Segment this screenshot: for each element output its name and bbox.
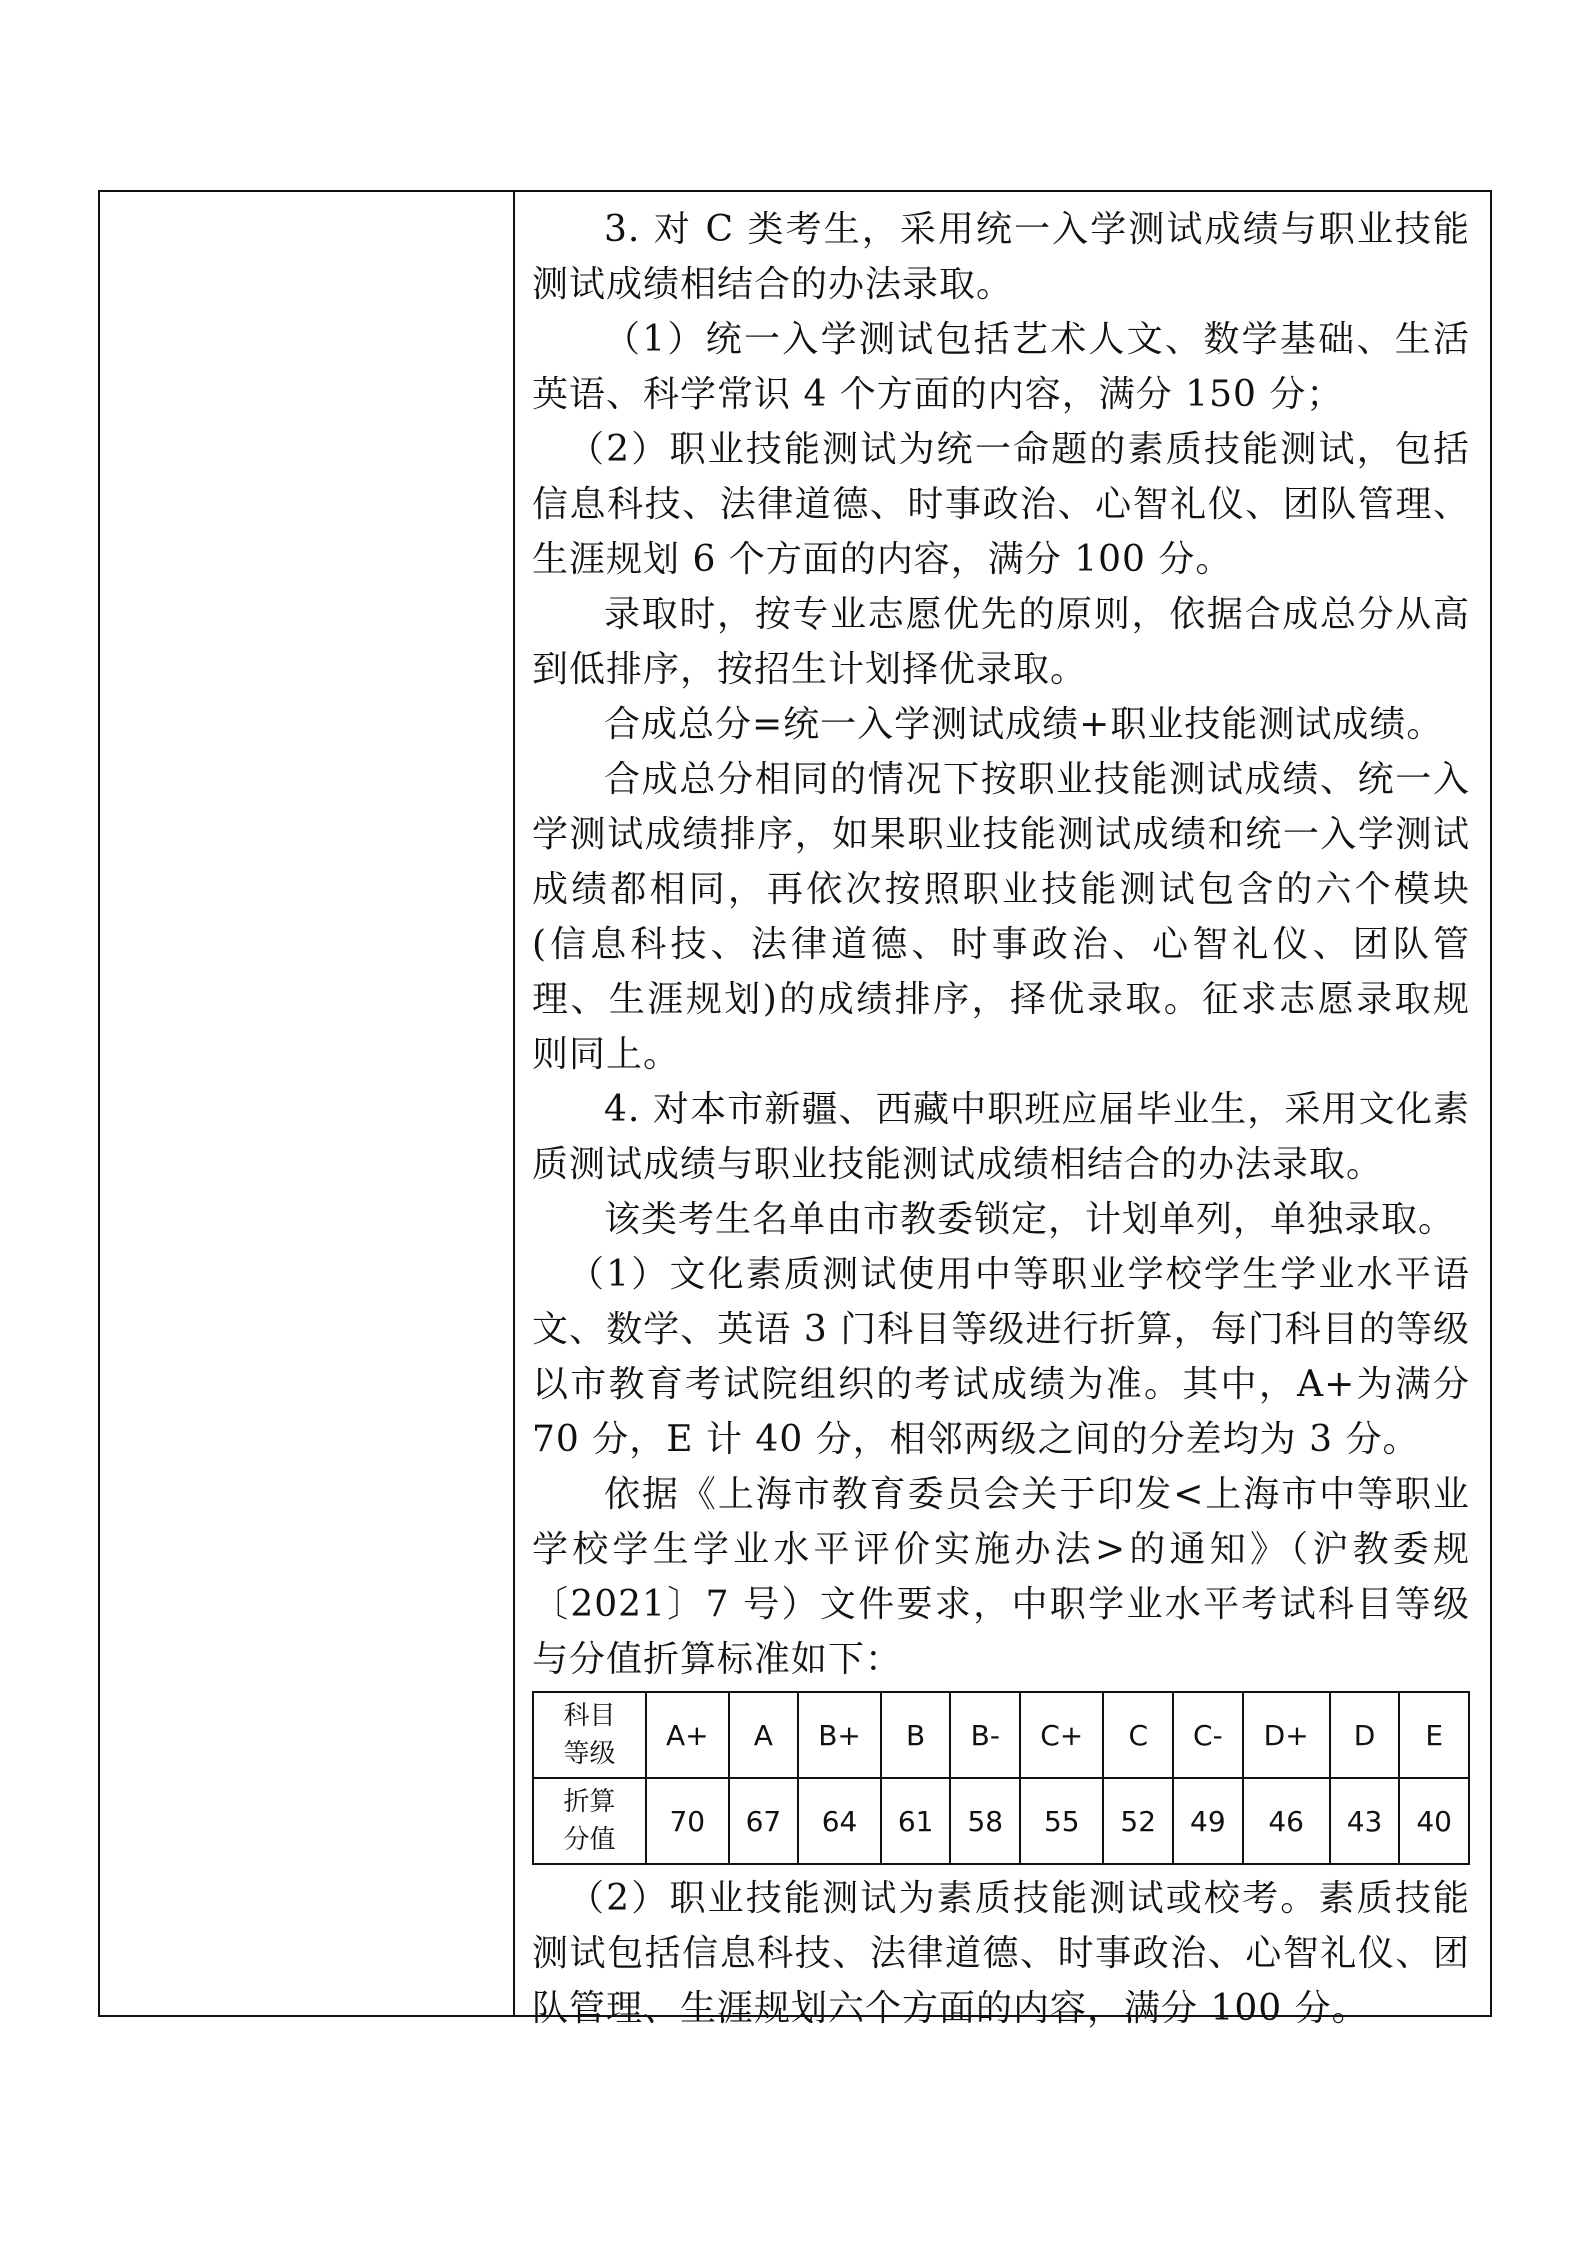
grade-cell: A+ (646, 1692, 729, 1778)
paragraph-skill-test-second: （2）职业技能测试为素质技能测试或校考。素质技能测试包括信息科技、法律道德、时事政治、心智礼仪、团队管理、生涯规划六个方面的内容，满分 100 分。 (532, 1878, 1470, 2029)
paragraph-unified-test: （1）统一入学测试包括艺术人文、数学基础、生活英语、科学常识 4 个方面的内容，满分 150 分； (532, 319, 1470, 415)
grade-cell: C (1103, 1692, 1173, 1778)
column-divider (513, 192, 515, 2015)
grade-cell: D+ (1243, 1692, 1330, 1778)
paragraph-admission-rule: 录取时，按专业志愿优先的原则，依据合成总分从高到低排序，按招生计划择优录取。 (532, 594, 1470, 690)
grade-conversion-table (532, 1691, 1470, 1865)
grade-cell: B- (950, 1692, 1020, 1778)
value-cell: 61 (881, 1778, 951, 1864)
document-table-frame (98, 190, 1492, 2029)
value-cell: 43 (1330, 1778, 1400, 1864)
value-row-header: 折算 分值 (533, 1778, 646, 1864)
value-cell: 67 (729, 1778, 799, 1864)
value-cell: 58 (950, 1778, 1020, 1864)
paragraph-xinjiang-tibet: 4. 对本市新疆、西藏中职班应届毕业生，采用文化素质测试成绩与职业技能测试成绩相结合的办法录取。 (532, 1089, 1470, 1185)
grade-cell: B+ (798, 1692, 881, 1778)
grade-cell: D (1330, 1692, 1400, 1778)
value-cell: 46 (1243, 1778, 1330, 1864)
paragraph-total-score: 合成总分=统一入学测试成绩+职业技能测试成绩。 (604, 704, 1444, 745)
paragraph-category-c: 3. 对 C 类考生，采用统一入学测试成绩与职业技能测试成绩相结合的办法录取。 (532, 209, 1470, 305)
grade-cell: B (881, 1692, 951, 1778)
paragraph-conversion-basis: 依据《上海市教育委员会关于印发<上海市中等职业学校学生学业水平评价实施办法>的通知》（沪教委规〔2021〕7 号）文件要求，中职学业水平考试科目等级与分值折算标准如下： (532, 1474, 1470, 1680)
grade-cell: E (1399, 1692, 1469, 1778)
content-cell (532, 202, 1470, 2036)
value-cell: 70 (646, 1778, 729, 1864)
grade-cell: A (729, 1692, 799, 1778)
paragraph-skill-test: （2）职业技能测试为统一命题的素质技能测试，包括信息科技、法律道德、时事政治、心智礼仪、团队管理、生涯规划 6 个方面的内容，满分 100 分。 (532, 429, 1470, 580)
value-cell: 64 (798, 1778, 881, 1864)
value-cell: 40 (1399, 1778, 1469, 1864)
grade-cell: C- (1173, 1692, 1243, 1778)
paragraph-tie-break: 合成总分相同的情况下按职业技能测试成绩、统一入学测试成绩排序，如果职业技能测试成绩和统一入学测试成绩都相同，再依次按照职业技能测试包含的六个模块(信息科技、法律道德、时事政治、心智礼仪、团队管理、生涯规划)的成绩排序，择优录取。征求志愿录取规则同上。 (532, 759, 1470, 1075)
paragraph-separate-admission: 该类考生名单由市教委锁定，计划单列，单独录取。 (604, 1199, 1456, 1240)
paragraph-cultural-test: （1）文化素质测试使用中等职业学校学生学业水平语文、数学、英语 3 门科目等级进行折算，每门科目的等级以市教育考试院组织的考试成绩为准。其中，A+为满分 70 分，E 计 40 分，相邻两级之间的分差均为 3 分。 (532, 1254, 1470, 1460)
grade-row-header: 科目 等级 (533, 1692, 646, 1778)
value-cell: 49 (1173, 1778, 1243, 1864)
grade-cell: C+ (1020, 1692, 1103, 1778)
value-cell: 52 (1103, 1778, 1173, 1864)
grade-row (533, 1692, 1469, 1778)
value-cell: 55 (1020, 1778, 1103, 1864)
value-row (533, 1778, 1469, 1864)
